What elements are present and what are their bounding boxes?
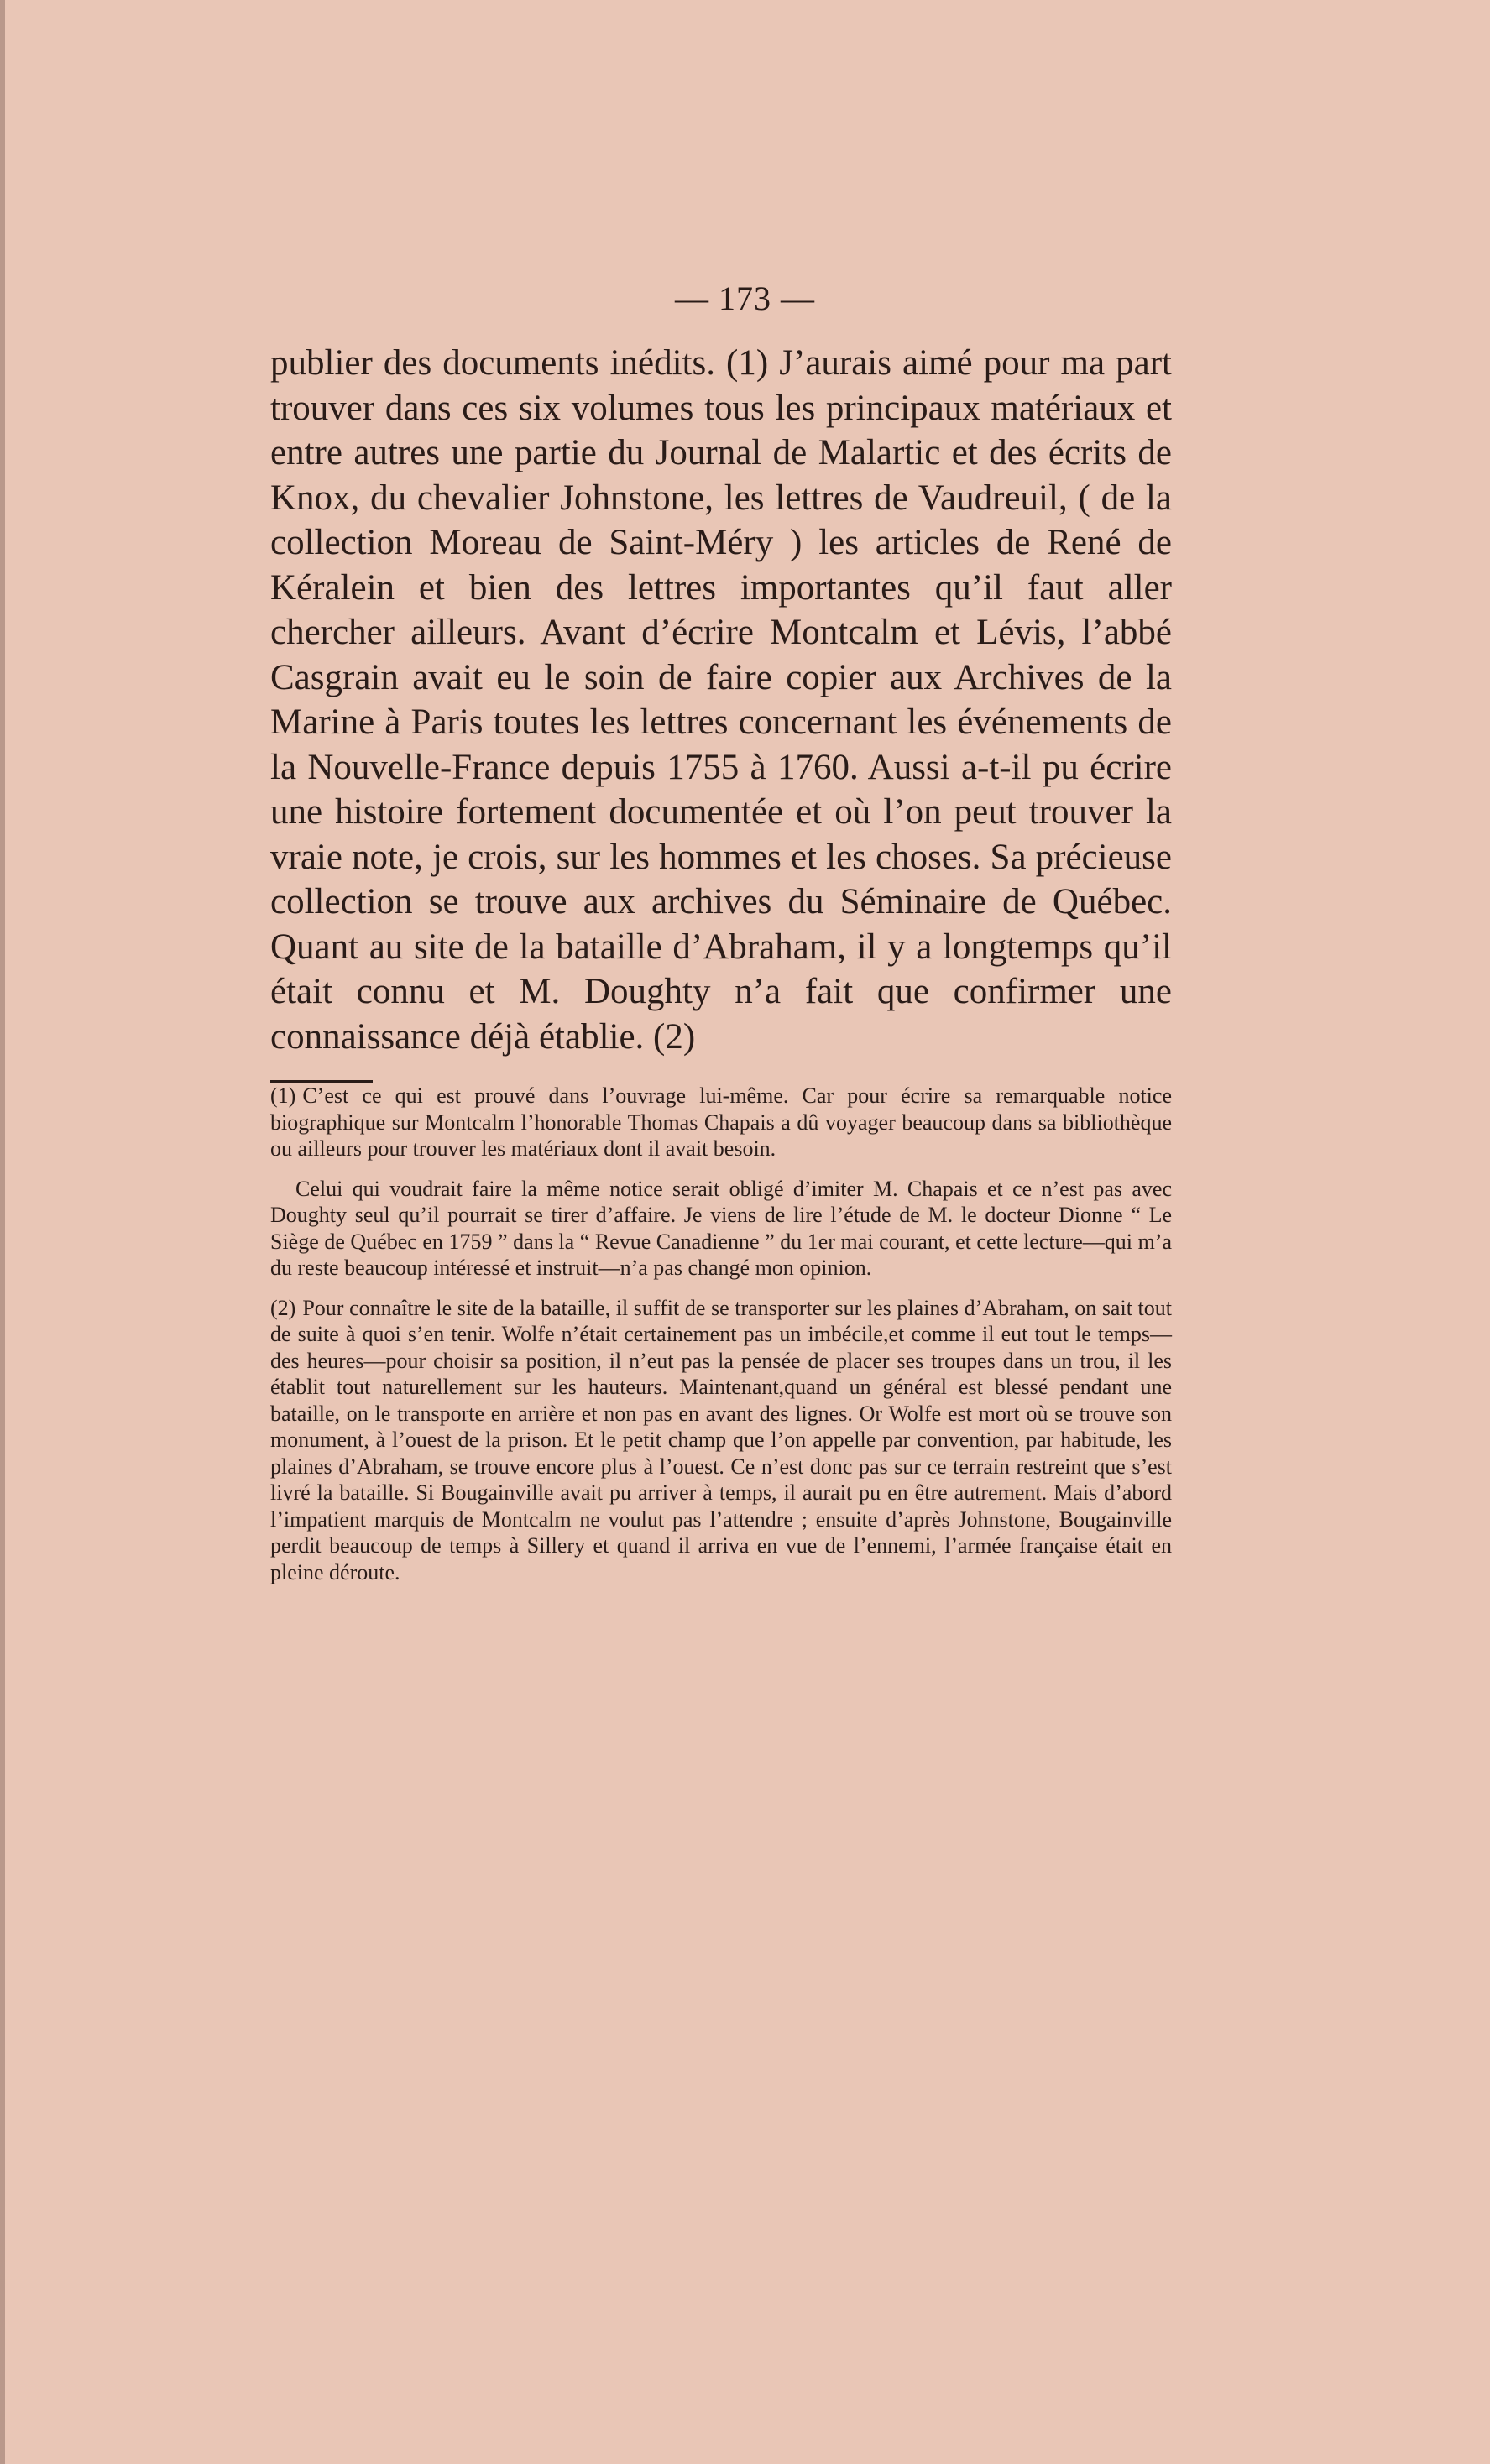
- footnote-2-text: Pour connaître le site de la bataille, il suffit de se transporter sur les plaines d’Abraham, on sait tout de suite à quoi s’en tenir. Wolfe n’était certainement pas un imbécile,et comme il eut tout le temps—des heures—pour choisir sa position, il n’eut pas la pensée de placer ses troupes dans un trou, il les établit tout naturellement sur les hauteurs. Maintenant,quand un général est blessé pendant une bataille, on le transporte en arrière et non pas en avant des lignes. Or Wolfe est mort où se trouve son monument, à l’ouest de la prison. Et le petit champ que l’on appelle par convention, par habitude, les plaines d’Abraham, se trouve encore plus à l’ouest. Ce n’est donc pas sur ce terrain restreint que s’est livré la bataille. Si Bougainville avait pu arriver à temps, il aurait pu en être autrement. Mais d’abord l’impatient marquis de Montcalm ne voulut pas l’attendre ; ensuite d’après Johnstone, Bougainville perdit beaucoup de temps à Sillery et quand il arriva en vue de l’ennemi, l’armée française était en pleine déroute.: [270, 1295, 1172, 1584]
- body-paragraph: publier des documents inédits. (1) J’aurais aimé pour ma part trouver dans ces six volumes tous les principaux matériaux et entre autres une partie du Journal de Malartic et des écrits de Knox, du chevalier Johnstone, les lettres de Vaudreuil, ( de la collection Moreau de Saint-Méry ) les articles de René de Kéralein et bien des lettres importantes qu’il faut aller chercher ailleurs. Avant d’écrire Montcalm et Lévis, l’abbé Casgrain avait eu le soin de faire copier aux Archives de la Marine à Paris toutes les lettres concernant les événements de la Nouvelle-France depuis 1755 à 1760. Aussi a-t-il pu écrire une histoire fortement documentée et où l’on peut trouver la vraie note, je crois, sur les hommes et les choses. Sa précieuse collection se trouve aux archives du Séminaire de Québec. Quant au site de la bataille d’Abraham, il y a longtemps qu’il était connu et M. Doughty n’a fait que confirmer une connaissance déjà établie. (2): [270, 343, 1172, 1057]
- footnote-1-continuation-text: Celui qui voudrait faire la même notice serait obligé d’imiter M. Chapais et ce n’est pas avec Doughty seul qu’il pourrait se tirer d’affaire. Je viens de lire l’étude de M. le docteur Dionne “ Le Siège de Québec en 1759 ” dans la “ Revue Canadienne ” du 1er mai courant, et cette lecture—qui m’a du reste beaucoup intéressé et instruit—n’a pas changé mon opinion.: [270, 1176, 1172, 1280]
- footnote-2-marker: (2): [270, 1295, 296, 1320]
- page-number: — 173 —: [675, 279, 815, 317]
- page-edge-shadow: [0, 0, 5, 2464]
- footnote-1-text: C’est ce qui est prouvé dans l’ouvrage lui-même. Car pour écrire sa remarquable notice biographique sur Montcalm l’honorable Thomas Chapais a dû voyager beaucoup dans sa bibliothèque ou ailleurs pour trouver les matériaux dont il avait besoin.: [270, 1083, 1172, 1161]
- footnote-1-continuation: [270, 1176, 1172, 1282]
- footnotes-block: [270, 1083, 1172, 1599]
- main-text-block: [270, 341, 1172, 1059]
- footnote-1: [270, 1083, 1172, 1162]
- footnote-2: [270, 1295, 1172, 1586]
- footnote-1-marker: (1): [270, 1083, 296, 1108]
